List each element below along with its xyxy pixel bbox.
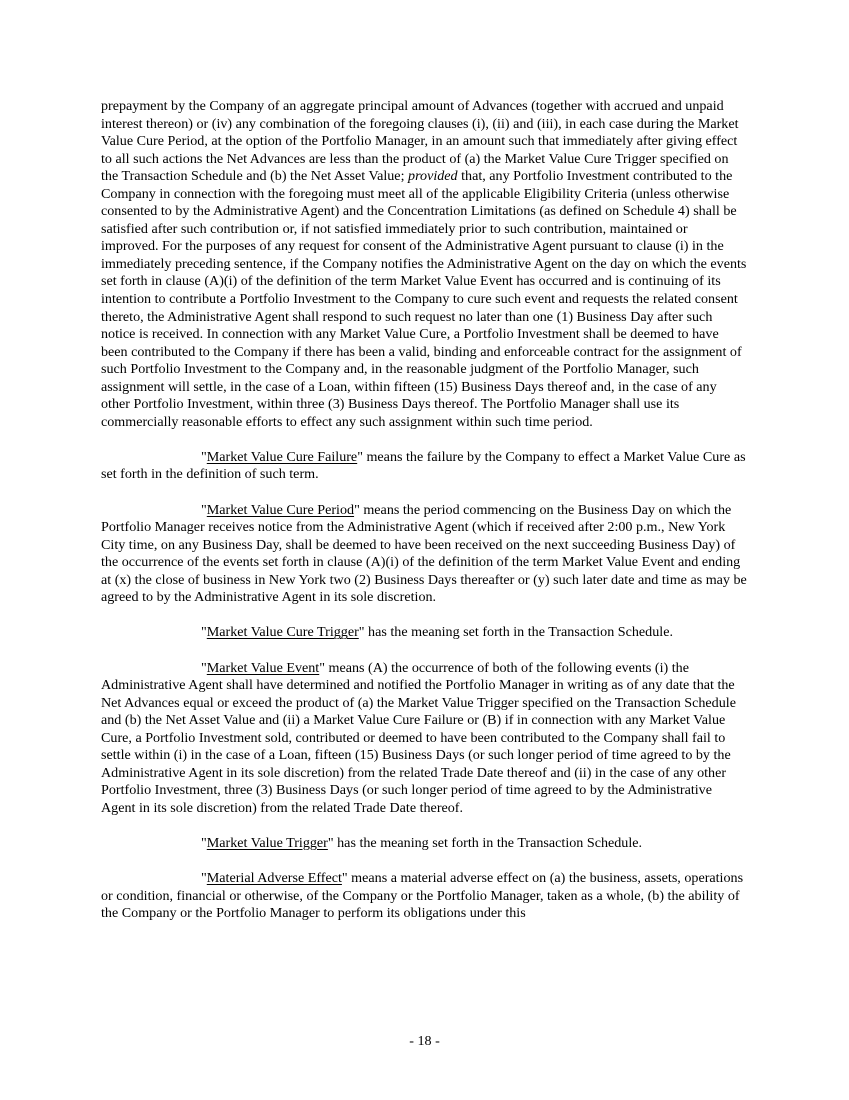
definition-market-value-cure-trigger: "Market Value Cure Trigger" has the meaning set forth in the Transaction Schedule. — [201, 624, 673, 641]
defined-term: Market Value Cure Trigger — [206, 624, 359, 641]
definition-market-value-trigger: "Market Value Trigger" has the meaning set forth in the Transaction Schedule. — [201, 834, 643, 851]
definition-market-value-cure-failure: "Market Value Cure Failure" means the failure by the Company to effect a Market Value Cure as set forth in the definition of such term. — [101, 448, 746, 483]
defined-term: Market Value Event — [206, 659, 320, 676]
document-body — [101, 98, 747, 923]
italic-proviso: provided — [408, 168, 458, 185]
definition-text: " means the period commencing on the Business Day on which the Portfolio Manager receives notice from the Administrative Agent (which if received after 2:00 p.m., New York City time, on any Business Day, shall be deemed to have been received on the next succeeding Business Day) of the occurrence of the events set forth in clause (A)(i) of the definition of the term Market Value Event and ending at (x) the close of business in New York two (2) Business Days thereafter or (y) such later date and time as may be agreed to by the Administrative Agent in its sole discretion. — [101, 501, 747, 606]
paragraph-text: that, any Portfolio Investment contributed to the Company in connection with the foregoing must meet all of the applicable Eligibility Criteria (unless otherwise consented to by the Administrative Agent) and the Concentration Limitations (as defined on Schedule 4) shall be satisfied after such contribution or, if not satisfied immediately prior to such contribution, maintained or improved. For the purposes of any request for consent of the Administrative Agent pursuant to clause (i) in the immediately preceding sentence, if the Company notifies the Administrative Agent on the day on which the events set forth in clause (A)(i) of the definition of the term Market Value Event has occurred and is continuing of its intention to contribute a Portfolio Investment to the Company to cure such event and requests the related consent thereto, the Administrative Agent shall respond to such request no later than one (1) Business Day after such notice is received. In connection with any Market Value Cure, a Portfolio Investment shall be deemed to have been contributed to the Company if there has been a valid, binding and enforceable contract for the assignment of such Portfolio Investment to the Company and, in the reasonable judgment of the Portfolio Manager, such assignment will settle, in the case of a Loan, within fifteen (15) Business Days thereof and, in the case of any other Portfolio Investment, within three (3) Business Days thereof. The Portfolio Manager shall use its commercially reasonable efforts to effect any such assignment within such time period. — [101, 168, 747, 430]
definition-text: " means (A) the occurrence of both of the following events (i) the Administrative Agent shall have determined and notified the Portfolio Manager in writing as of any date that the Net Advances equal or exceed the product of (a) the Market Value Trigger specified on the Transaction Schedule and (b) the Net Asset Value and (ii) a Market Value Cure Failure or (B) if in connection with any Market Value Cure, a Portfolio Investment sold, contributed or deemed to have been contributed to the Company shall fail to settle within (i) in the case of a Loan, fifteen (15) Business Days (or such longer period of time agreed to by the Administrative Agent in its sole discretion) from the related Trade Date thereof and (ii) in the case of any other Portfolio Investment, three (3) Business Days (or such longer period of time agreed to by the Administrative Agent in its sole discretion) from the related Trade Date thereof. — [101, 659, 736, 816]
definition-text: " means the failure by the Company to effect a Market Value Cure as set forth in the definition of such term. — [101, 448, 746, 483]
definition-material-adverse-effect: "Material Adverse Effect" means a material adverse effect on (a) the business, assets, operations or condition, financial or otherwise, of the Company or the Portfolio Manager, taken as a whole, (b) the ability of the Company or the Portfolio Manager to perform its obligations under this — [101, 870, 744, 922]
defined-term: Market Value Cure Period — [206, 501, 355, 518]
defined-term: Market Value Cure Failure — [206, 448, 358, 465]
defined-term: Market Value Trigger — [206, 834, 328, 851]
definition-market-value-event: "Market Value Event" means (A) the occurrence of both of the following events (i) the Administrative Agent shall have determined and notified the Portfolio Manager in writing as of any date that the Net Advances equal or exceed the product of (a) the Market Value Trigger specified on the Transaction Schedule and (b) the Net Asset Value and (ii) a Market Value Cure Failure or (B) if in connection with any Market Value Cure, a Portfolio Investment sold, contributed or deemed to have been contributed to the Company shall fail to settle within (i) in the case of a Loan, fifteen (15) Business Days (or such longer period of time agreed to by the Administrative Agent in its sole discretion) from the related Trade Date thereof and (ii) in the case of any other Portfolio Investment, three (3) Business Days (or such longer period of time agreed to by the Administrative Agent in its sole discretion) from the related Trade Date thereof. — [101, 659, 736, 816]
defined-term: Material Adverse Effect — [206, 870, 342, 887]
definition-market-value-cure-period: "Market Value Cure Period" means the period commencing on the Business Day on which the Portfolio Manager receives notice from the Administrative Agent (which if received after 2:00 p.m., New York City time, on any Business Day, shall be deemed to have been received on the next succeeding Business Day) of the occurrence of the events set forth in clause (A)(i) of the definition of the term Market Value Event and ending at (x) the close of business in New York two (2) Business Days thereafter or (y) such later date and time as may be agreed to by the Administrative Agent in its sole discretion. — [101, 501, 747, 606]
definition-text: " has the meaning set forth in the Transaction Schedule. — [358, 624, 673, 641]
continuation-paragraph — [101, 98, 747, 431]
definition-text: " means a material adverse effect on (a) the business, assets, operations or condition, financial or otherwise, of the Company or the Portfolio Manager, taken as a whole, (b) the ability of the Company or the Portfolio Manager to perform its obligations under this — [101, 870, 744, 922]
definition-text: " has the meaning set forth in the Transaction Schedule. — [327, 834, 643, 851]
paragraph-text: prepayment by the Company of an aggregate principal amount of Advances (together with accrued and unpaid interest thereon) or (iv) any combination of the foregoing clauses (i), (ii) and (iii), in each case during the Market Value Cure Period, at the option of the Portfolio Manager, in an amount such that immediately after giving effect to all such actions the Net Advances are less than the product of (a) the Market Value Cure Trigger specified on the Transaction Schedule and (b) the Net Asset Value; — [101, 98, 739, 185]
page-number: - 18 - — [409, 1033, 440, 1049]
